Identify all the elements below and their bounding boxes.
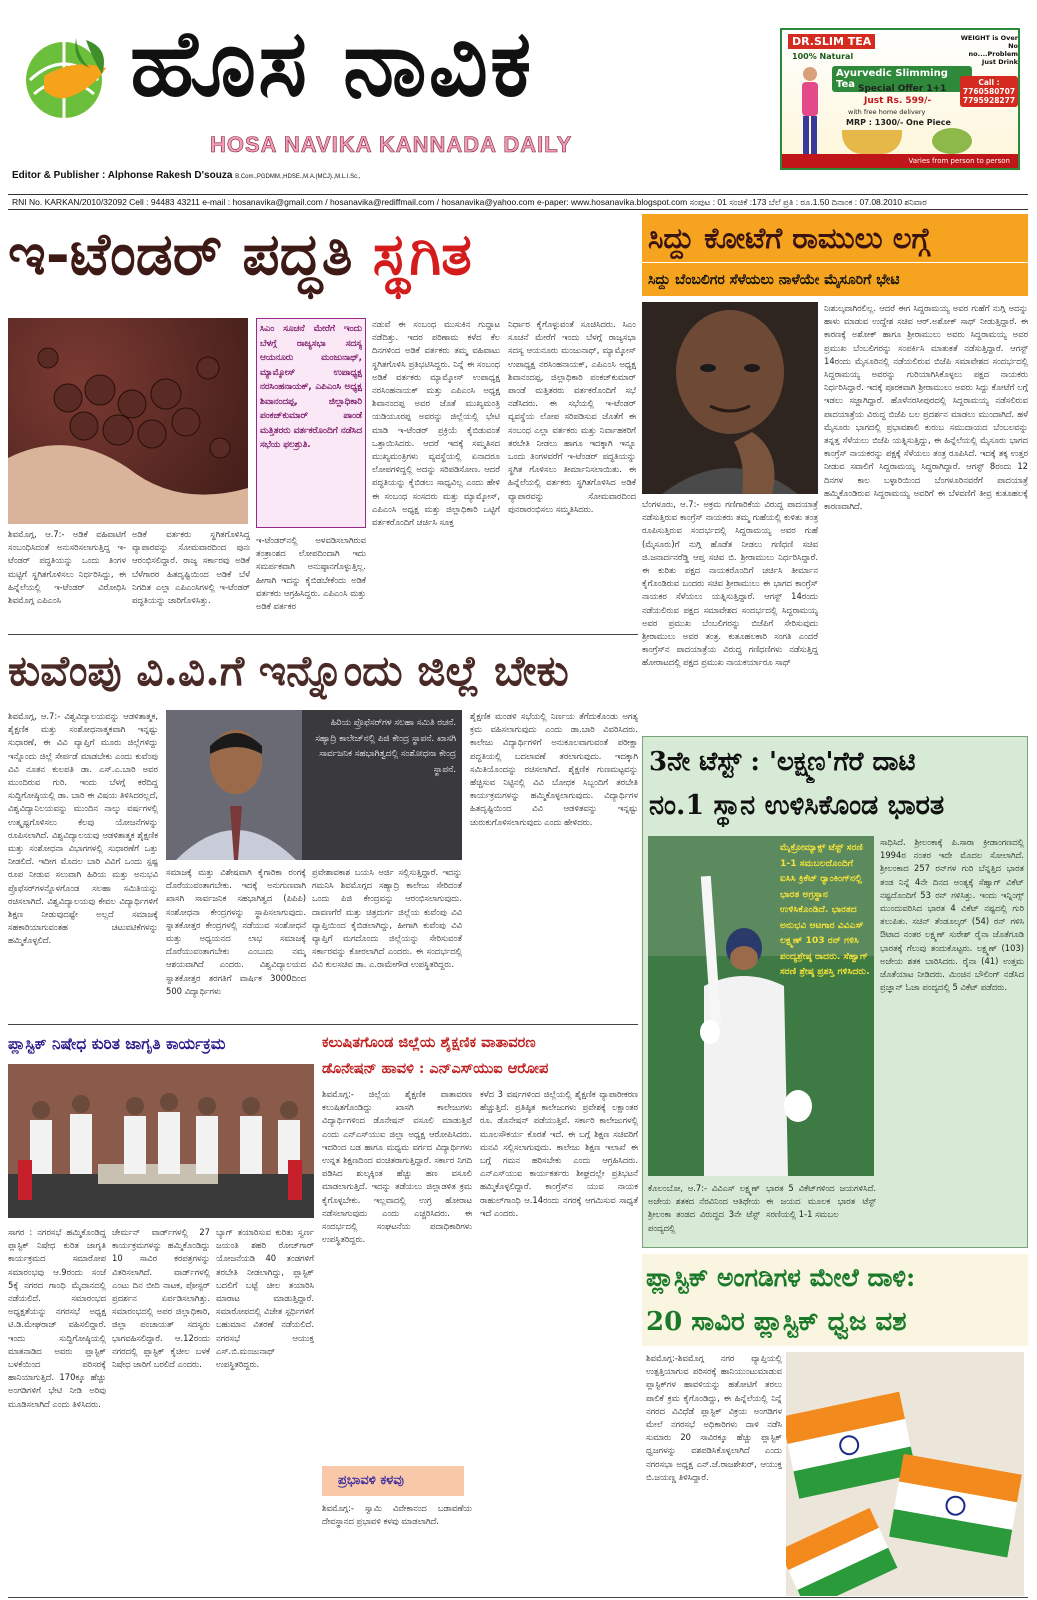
siddu-bottom-column: ಬೆಂಗಳೂರು, ಆ.7:- ಅಕ್ರಮ ಗಣಿಗಾರಿಕೆಯ ವಿರುದ್ಧ ಪಾದಯಾತ್ರೆ ನಡೆಸುತ್ತಿರುವ ಕಾಂಗ್ರೆಸ್ ನಾಯಕರು ತಮ್ಮ ಗುಹೆಯಲ್ಲಿ ಕುಳಿತು ತಂತ್ರ ರೂಪಿಸುತ್ತಿರುವ ಸಂದರ್ಭದಲ್ಲಿ ಸಿದ್ದರಾಮಯ್ಯ ಅವರ ಗುಹೆ (ಮೈಸೂರು)ಗೆ ನುಗ್ಗಿ ಹೊಡೆತ ನೀಡಲು ಗಣಿಧಣಿ ಸಚಿವ ಜಿ.ಜನಾರ್ದನರೆಡ್ಡಿ ಆಪ್ತ ಸಚಿವ ಬಿ. ಶ್ರೀರಾಮುಲು ನಿರ್ಧರಿಸಿದ್ದಾರೆ. ಈ ಕುರಿತು ಪಕ್ಷದ ನಾಯಕರೊಂದಿಗೆ ಚರ್ಚಿಸಿ ತೀರ್ಮಾನ ಕೈಗೊಂಡಿರುವ ಬಂದರು ಸಚಿವ ಶ್ರೀರಾಮುಲು ಈ ಭಾಗದ ಕಾಂಗ್ರೆಸ್ ನಾಯಕರ ಸೆಳೆಯಲು ಯತ್ನಿಸುತ್ತಿದ್ದಾರೆ. ಆಗಸ್ಟ್ 14ರಂದು ನಡೆಯಲಿರುವ ಪಕ್ಷದ ಸಮಾವೇಶದ ಸಂದರ್ಭದಲ್ಲಿ ಸಿದ್ದರಾಮಯ್ಯ ಅವರ ಪ್ರಮುಖ ಬೆಂಬಲಿಗರನ್ನು ಬಿಜೆಪಿಗೆ ಸೇರಿಸುವುದು ಶ್ರೀರಾಮುಲು ಅವರ ತಂತ್ರ. ಕುತೂಹಲಕಾರಿ ಸಂಗತಿ ಎಂದರೆ ಕಾಂಗ್ರೆಸ್‌ನ ಪಾದಯಾತ್ರೆಯ ವಿರುದ್ಧ ಗಣಿಧಣಿಗಳು ನಡೆಸುತ್ತಿದ್ದ ಹೋರಾಟದಲ್ಲಿ ಪಕ್ಷದ ಪ್ರಮುಖ ನಾಯಕರ್ಯಾರೂ ಸಾಥ್ xyxy=(642,499,818,668)
siddu-subhead: ಸಿದ್ದು ಬೆಂಬಲಿಗರ ಸೆಳೆಯಲು ನಾಳೆಯೇ ಮೈಸೂರಿಗೆ ಭೇಟಿ xyxy=(642,262,1028,296)
etender-bottom-3: ಇ-ಟೆಂಡರ್‌ನಲ್ಲಿ ಅಳವಡಿಸಲಾಗಿರುವ ತಂತ್ರಾಂಶದ ಲೋಪದಿಂದಾಗಿ ಇದು ಸಮರ್ಪಕವಾಗಿ ಅನುಷ್ಠಾನಗೊಳ್ಳುತ್ತಿಲ್ಲ. ಹೀಗಾಗಿ ಇದನ್ನು ಕೈಬಿಡಬೇಕೆಂದು ಅಡಿಕೆ ವರ್ತಕರು ಆಗ್ರಹಿಸಿದ್ದರು. ಎಪಿಎಂಸಿ ಮತ್ತು ಅಡಿಕೆ ವರ್ತಕರ xyxy=(256,535,366,612)
editor-name: Editor & Publisher : Alphonse Rakesh D'souza xyxy=(12,170,233,181)
ad-delivery: with free home delivery xyxy=(848,108,926,116)
areca-nuts-photo xyxy=(8,318,248,524)
ad-mrp: MRP : 1300/- One Piece xyxy=(846,118,951,127)
etender-highlight-box xyxy=(256,318,366,528)
ad-call-label: Call : xyxy=(978,78,1000,87)
cricket-bottom-1: ಕೊಲಂಬೋ, ಆ.7:- ವಿವಿಎಸ್ ಲಕ್ಷ್ಮಣ್ ಅಜೇಯ ಶತಕದ ನೆರವಿನಿಂದ ಆತಿಥೇಯ ಶ್ರೀಲಂಕಾ ತಂಡದ ವಿರುದ್ಧದ 3ನೇ ಟೆಸ್ಟ್ ಪಂದ್ಯದಲ್ಲಿ xyxy=(648,1183,760,1233)
kuvempu-caption: ಹಿರಿಯ ಪ್ರೊಫೆಸರ್‌ಗಳ ಸಲಹಾ ಸಮಿತಿ ರಚನೆ. ಸಹ್ಯಾದ್ರಿ ಕಾಲೇಜ್‌ನಲ್ಲಿ ಪಿಜಿ ಕೇಂದ್ರ ಸ್ಥಾಪನೆ. ಖಾಸಗಿ ಸಾರ್ವಜನಿಕ ಸಹಭಾಗಿತ್ವದಲ್ಲಿ ಸಂಶೋಧನಾ ಕೇಂದ್ರ ಸ್ಥಾಪನೆ. xyxy=(315,718,456,775)
kalushita-headline-2: ಡೊನೇಷನ್ ಹಾವಳಿ : ಎನ್‌ಎಸ್‌ಯುಐ ಆರೋಪ xyxy=(322,1060,549,1077)
kuvempu-headline: ಕುವೆಂಪು ವಿ.ವಿ.ಗೆ ಇನ್ನೊಂದು ಜಿಲ್ಲೆ ಬೇಕು xyxy=(8,646,569,695)
etender-headline-main: ಇ-ಟೆಂಡರ್ ಪದ್ಧತಿ xyxy=(8,220,353,288)
kalushita-headline-1: ಕಲುಷಿತಗೊಂಡ ಜಿಲ್ಲೆಯ ಶೈಕ್ಷಣಿಕ ವಾತಾವರಣ xyxy=(322,1034,536,1051)
ad-phone-1: 7760580707 xyxy=(962,87,1016,96)
editor-qualifications: B.Com.,PGDMM.,HDSE.,M.A.(MCJ).,M.L.I.Sc., xyxy=(235,174,361,180)
etender-divider xyxy=(8,634,638,635)
masthead-subtitle: HOSA NAVIKA KANNADA DAILY xyxy=(210,132,573,157)
etender-bottom-1: ಶಿವಮೊಗ್ಗ, ಆ.7:- ಅಡಿಕೆ ವಹಿವಾಟಿಗೆ ಸಂಬಂಧಿಸಿದಂತೆ ಅನುಸರಿಸಲಾಗುತ್ತಿದ್ದ ಇ-ಟೆಂಡರ್ ಪದ್ಧತಿಯನ್ನು ಒಂದು ತಿಂಗಳ ಮಟ್ಟಿಗೆ ಸ್ಥಗಿತಗೊಳಿಸಲು ನಿರ್ಧರಿಸಿದ್ದು, ಈ ಹಿನ್ನೆಲೆಯಲ್ಲಿ ಇ-ಟೆಂಡರ್ ವಿರೋಧಿಸಿ ಶಿವಮೊಗ್ಗ ಎಪಿಎಂಸಿ xyxy=(8,529,126,606)
kuvempu-column-3: ಪ್ರವೇಶಾವಕಾಶ ಬಯಸಿ ಅರ್ಜಿ ಸಲ್ಲಿಸುತ್ತಿದ್ದಾರೆ. ಇದನ್ನು ಗಮನಿಸಿ ಶಿವಮೊಗ್ಗದ ಸಹ್ಯಾದ್ರಿ ಕಾಲೇಜು ಸೇರಿದಂತೆ ಒಂದು ಪಿಜಿ ಕೇಂದ್ರವನ್ನು ಆರಂಭಿಸಲಾಗುವುದು. ದಾವಣಗೆರೆ ಮತ್ತು ಚಿತ್ರದುರ್ಗ ಜಿಲ್ಲೆಯ ಕುವೆಂಪು ವಿವಿ ವ್ಯಾಪ್ತಿಯಿಂದ ಕೈಬಿಡಲಾಗಿದ್ದು, ಹೀಗಾಗಿ ಕುವೆಂಪು ವಿವಿ ವ್ಯಾಪ್ತಿಗೆ ಮಗದೊಂದು ಜಿಲ್ಲೆಯನ್ನು ಸೇರಿಸುವಂತೆ ಸರ್ಕಾರವನ್ನು ಕೋರಲಾಗಿದೆ ಎಂದರು. ಈ ಸಂದರ್ಭದಲ್ಲಿ ವಿವಿ ಕುಲಸಚಿವ ಡಾ. ಎ.ರಾಮೇಗೌಡ ಉಪಸ್ಥಿತರಿದ್ದರು. xyxy=(312,867,462,970)
info-bar: RNI No. KARKAN/2010/32092 Cell : 94483 43211 e-mail : hosanavika@gmail.com / hosanavika@rediffmail.com / hosanavika@yahoo.com e-paper: www.hosanavika.blogspot.com ಸಂಪುಟ : 01 ಸಂಚಿಕೆ :173 ಬೆಲೆ ಪ್ರತಿ : ರೂ.1.50 ದಿನಾಂಕ : 07.08.2010 ಶನಿವಾರ xyxy=(8,194,1028,210)
plastic-awareness-column-2: ಚೇರ್ಮನ್ ವಾರ್ಡ್‌ಗಳಲ್ಲಿ 27 ಕಾರ್ಯಕ್ರಮಗಳನ್ನು ಹಮ್ಮಿಕೊಂಡಿದ್ದು 10 ಸಾವಿರ ಕರಪತ್ರಗಳನ್ನು ವಿತರಿಸಲಾಗಿದೆ. ವಾರ್ಡ್‌ಗಳಲ್ಲಿ ಎಂಟು ದಿನ ಬೀದಿ ನಾಟಕ, ಪೋಸ್ಟರ್ ಪ್ರದರ್ಶನ ಏರ್ಪಡಿಸಲಾಗಿತ್ತು. ಸಮಾರಂಭದಲ್ಲಿ ಅಪರ ಜಿಲ್ಲಾಧಿಕಾರಿ, ಜಿಲ್ಲಾ ಪಂಚಾಯತ್ ಸದಸ್ಯರು ಭಾಗವಹಿಸಲಿದ್ದಾರೆ. ಆ.12ರಂದು ನಗರದಲ್ಲಿ ಪ್ಲಾಸ್ಟಿಕ್ ಕೈಚೀಲ ಬಳಕೆ ನಿಷೇಧ ಜಾರಿಗೆ ಬರಲಿದೆ ಎಂದರು. xyxy=(112,1227,210,1370)
slim-tea-ad xyxy=(780,28,1020,170)
sriramulu-photo xyxy=(642,302,818,494)
ad-weight-note: WEIGHT is Over No no....Problem Just Drink xyxy=(960,34,1018,66)
etender-column-2: ನಿರ್ಧಾರ ಕೈಗೊಳ್ಳುವಂತೆ ಸೂಚಿಸಿದರು. ಸಿಎಂ ಸೂಚನೆ ಮೇರೆಗೆ ಇಂದು ಬೆಳಗ್ಗೆ ರಾಜ್ಯಸಭಾ ಸದಸ್ಯ ಆಯನೂರು ಮಂಜುನಾಥ್, ಮ್ಯಾಮ್ಕೋಸ್ ಉಪಾಧ್ಯಕ್ಷ ನರಸಿಂಹನಾಯಕ್, ಎಪಿಎಂಸಿ ಅಧ್ಯಕ್ಷ ಶಿವಾನಂದಪ್ಪ, ಜಿಲ್ಲಾಧಿಕಾರಿ ಪಂಕಜ್‌ಕುಮಾರ್ ಪಾಂಡೆ ಮತ್ತಿತರರು ವರ್ತಕರೊಂದಿಗೆ ಸಭೆ ನಡೆಸಿದರು. ಈ ಸಭೆಯಲ್ಲಿ ಇ-ಟೆಂಡರ್ ವ್ಯವಸ್ಥೆಯ ಲೋಪ ಸರಿಪಡಿಸುವ ಜೊತೆಗೆ ಈ ಸಂಬಂಧ ಎಲ್ಲಾ ವರ್ತಕರು ಮತ್ತು ನಿರ್ವಾಹಕರಿಗೆ ತರಬೇತಿ ನೀಡಲು ಹಾಗೂ ಇದಕ್ಕಾಗಿ ಇನ್ನೂ ಒಂದು ತಿಂಗಳವರೆಗೆ ಇ-ಟೆಂಡರ್ ಪದ್ಧತಿಯನ್ನು ಸ್ಥಗಿತ ಗೊಳಿಸಲು ತೀರ್ಮಾನಿಸಲಾಯಿತು. ಈ ಹಿನ್ನೆಲೆಯಲ್ಲಿ ವರ್ತಕರು ಸ್ಥಗಿತಗೊಳಿಸಿದ ಅಡಿಕೆ ವ್ಯಾಪಾರವನ್ನು ಸೋಮವಾರದಿಂದ ಪುನರಾರಂಭಿಸಲು ಸಮ್ಮತಿಸಿದರು. xyxy=(508,319,636,514)
kuvempu-column-4: ಶೈಕ್ಷಣಿಕ ಮಂಡಳಿ ಸಭೆಯಲ್ಲಿ ನಿರ್ಣಯ ತೆಗೆದುಕೊಂಡು ಅಗತ್ಯ ಕ್ರಮ ವಹಿಸಲಾಗುವುದು ಎಂದು ಡಾ.ಬಾರಿ ವಿವರಿಸಿದರು. ಕಾಲೇಜು ವಿದ್ಯಾರ್ಥಿಗಳಿಗೆ ಅನುಕೂಲವಾಗುವಂತೆ ಪರೀಕ್ಷಾ ಪದ್ಧತಿಯಲ್ಲಿ ಬದಲಾವಣೆ ತರಲಾಗುವುದು. ಇದಕ್ಕಾಗಿ ಸಮಿತಿಯೊಂದನ್ನು ರಚಿಸಲಾಗಿದೆ. ಶೈಕ್ಷಣಿಕ ಗುಣಮಟ್ಟವನ್ನು ಹೆಚ್ಚಿಸುವ ನಿಟ್ಟಿನಲ್ಲಿ ವಿವಿ ಬೋಧಕ ಸಿಬ್ಬಂದಿಗೆ ತರಬೇತಿ ಕಾರ್ಯಕ್ರಮಗಳನ್ನು ಹಮ್ಮಿಕೊಳ್ಳಲಾಗುವುದು. ವಿದ್ಯಾರ್ಥಿಗಳ ಹಿತದೃಷ್ಟಿಯಿಂದ ವಿವಿ ಆಡಳಿತವನ್ನು ಇನ್ನಷ್ಟು ಚುರುಕುಗೊಳಿಸಲಾಗುವುದು ಎಂದು ಹೇಳಿದರು. xyxy=(470,711,638,827)
ad-herbs-image xyxy=(932,128,972,154)
etender-headline xyxy=(8,214,638,304)
cricket-headline-2: ನಂ.1 ಸ್ಥಾನ ಉಳಿಸಿಕೊಂಡ ಭಾರತ xyxy=(649,790,945,821)
cricket-photo-text: ಮೈಕ್ರೋಮ್ಯಾಕ್ಸ್ ಟೆಸ್ಟ್ ಸರಣಿ 1-1 ಸಮಬಲದೊಂದಿಗೆ ಐಸಿಸಿ ಕ್ರಿಕೆಟ್ ರ್‍ಯಾಂಕಿಂಗ್‌ನಲ್ಲಿ ಭಾರತ ಅಗ್ರಸ್ಥಾನ ಉಳಿಸಿಕೊಂಡಿದೆ. ಭಾರತದ ಅನುಭವಿ ಆಟಗಾರ ವಿವಿಎಸ್ ಲಕ್ಷ್ಮಣ್ 103 ರನ್ ಗಳಿಸಿ ಪಂದ್ಯಶ್ರೇಷ್ಠ ರಾದರು. ಸೆಹ್ವಾಗ್ ಸರಣಿ ಶ್ರೇಷ್ಠ ಪ್ರಶಸ್ತಿ ಗಳಿಸಿದರು. xyxy=(780,842,870,977)
siddu-right-column: ನಿಃಶುಲ್ಕವಾಗಿರಲಿಲ್ಲ. ಆದರೆ ಈಗ ಸಿದ್ದರಾಮಯ್ಯ ಅವರ ಗುಹೆಗೆ ನುಗ್ಗಿ ಅದನ್ನು ಹಾಳು ಮಾಡುವ ಉದ್ದೇಶ ಸಚಿವ ಆರ್.ಅಶೋಕ್ ಸಾಥ್ ನೀಡುತ್ತಿದ್ದಾರೆ. ಈ ಕಾರಣಕ್ಕೆ ಅಶೋಕ್ ಹಾಗೂ ಶ್ರೀರಾಮುಲು ಅವರು ಸಿದ್ದರಾಮಯ್ಯ ಅವರ ಪ್ರಮುಖ ಬೆಂಬಲಿಗರನ್ನು ಸಂಪರ್ಕಿಸಿ ಮಾತುಕತೆ ನಡೆಸುತ್ತಿದ್ದಾರೆ. ಆಗಸ್ಟ್ 14ರಂದು ಮೈಸೂರಿನಲ್ಲಿ ನಡೆಯಲಿರುವ ಬಿಜೆಪಿ ಸಮಾವೇಶದ ಸಂದರ್ಭದಲ್ಲಿ ಸಿದ್ದರಾಮಯ್ಯ ಅವರನ್ನು ಗುರಿಯಾಗಿಸಿಕೊಳ್ಳಲು ಪಕ್ಷದ ನಾಯಕರು ನಿರ್ಧರಿಸಿದ್ದಾರೆ. ಇದಕ್ಕೆ ಪೂರಕವಾಗಿ ಶ್ರೀರಾಮುಲು ಅವರು ಸಿದ್ದು ಕೋಟೆಗೆ ಲಗ್ಗೆ ಇಡಲು ಸಜ್ಜಾಗಿದ್ದಾರೆ. ಹೊಳೆನರಸೀಪುರದಲ್ಲಿ ಸಿದ್ದರಾಮಯ್ಯ ನಡೆಸಲಿರುವ ಪಾದಯಾತ್ರೆಯ ವಿರುದ್ಧ ಬಿಜೆಪಿ ಬಲ ಪ್ರದರ್ಶನ ಮಾಡಲು ಮುಂದಾಗಿದೆ. ಹಳೆ ಮೈಸೂರು ಭಾಗದಲ್ಲಿ ಪ್ರಭಾವಶಾಲಿ ಕುರುಬ ಸಮುದಾಯದ ಬೆಂಬಲವನ್ನು ತನ್ನತ್ತ ಸೆಳೆಯಲು ಬಿಜೆಪಿ ಯತ್ನಿಸುತ್ತಿದ್ದು, ಈ ಹಿನ್ನೆಲೆಯಲ್ಲಿ ಮೈಸೂರು ಭಾಗದ ಕಾಂಗ್ರೆಸ್ ನಾಯಕರನ್ನು ಪಕ್ಷಕ್ಕೆ ಸೆಳೆಯಲು ತಂತ್ರ ರೂಪಿಸಿದೆ. ಇದಕ್ಕೆ ತಕ್ಕ ಉತ್ತರ ನೀಡುವ ಸವಾಲಿಗೆ ಸಿದ್ದರಾಮಯ್ಯ ಸಿದ್ಧರಾಗಿದ್ದಾರೆ. ಆಗಸ್ಟ್ 8ರಂದು 12 ದಿನಗಳ ಕಾಲ ಬಳ್ಳಾರಿಯಿಂದ ಬೆಂಗಳೂರಿನವರೆಗೆ ಪಾದಯಾತ್ರೆ ಹಮ್ಮಿಕೊಂಡಿರುವ ಸಿದ್ದರಾಮಯ್ಯ ಅವರಿಗೆ ಈ ಬೆಳವಣಿಗೆ ತೀವ್ರ ಕುತೂಹಲಕ್ಕೆ ಕಾರಣವಾಗಿದೆ. xyxy=(824,303,1028,512)
etender-highlight-text: ಸಿಎಂ ಸೂಚನೆ ಮೇರೆಗೆ ಇಂದು ಬೆಳಗ್ಗೆ ರಾಜ್ಯಸಭಾ ಸದಸ್ಯ ಆಯನೂರು ಮಂಜುನಾಥ್, ಮ್ಯಾಮ್ಕೋಸ್ ಉಪಾಧ್ಯಕ್ಷ ನರಸಿಂಹನಾಯಕ್, ಎಪಿಎಂಸಿ ಅಧ್ಯಕ್ಷ ಶಿವಾನಂದಪ್ಪ, ಜಿಲ್ಲಾಧಿಕಾರಿ ಪಂಕಜ್‌ಕುಮಾರ್ ಪಾಂಡೆ ಮತ್ತಿತರರು ವರ್ತಕರೊಂದಿಗೆ ನಡೆಸಿದ ಸಭೆಯ ಫಲಶ್ರುತಿ. xyxy=(260,324,362,450)
kuvempu-caption-box xyxy=(302,710,462,860)
awareness-event-photo xyxy=(8,1064,314,1218)
plastic-raid-headline-2: 20 ಸಾವಿರ ಪ್ಲಾಸ್ಟಿಕ್ ಧ್ವಜ ವಶ xyxy=(646,1307,907,1337)
ad-brand: DR.SLIM TEA xyxy=(788,34,875,49)
bottom-border xyxy=(8,1597,1028,1598)
cricket-bottom-2: ಭಾರತ 5 ವಿಕೆಟ್‌ಗಳಿಂದ ಜಯಗಳಿಸಿದೆ. ಈ ಜಯದ ಮೂಲಕ ಭಾರತ ಟೆಸ್ಟ್ ಸರಣಿಯಲ್ಲಿ 1-1 ಸಮಬಲ xyxy=(766,1183,876,1220)
ad-offer: Special Offer 1+1 xyxy=(858,84,947,94)
ad-teacup-image xyxy=(842,130,902,154)
siddu-headline: ಸಿದ್ದು ಕೋಟೆಗೆ ರಾಮುಲು ಲಗ್ಗೆ xyxy=(642,214,1028,262)
plastic-awareness-column-1: ಸಾಗರ : ನಗರಸಭೆ ಹಮ್ಮಿಕೊಂಡಿದ್ದ ಪ್ಲಾಸ್ಟಿಕ್ ನಿಷೇಧ ಕುರಿತ ಜಾಗೃತಿ ಕಾರ್ಯಕ್ರಮದ ಸಮಾರೋಪ ಸಮಾರಂಭವು ಆ.9ರಂದು ಸಂಜೆ 5ಕ್ಕೆ ನಗರದ ಗಾಂಧಿ ಮೈದಾನದಲ್ಲಿ ನಡೆಯಲಿದೆ. ಸಮಾರಂಭದ ಅಧ್ಯಕ್ಷತೆಯನ್ನು ನಗರಸಭೆ ಅಧ್ಯಕ್ಷ ಟಿ.ಡಿ.ಮೇಘರಾಜ್ ವಹಿಸಲಿದ್ದಾರೆ. ಇಂದು ಸುದ್ದಿಗೋಷ್ಠಿಯಲ್ಲಿ ಮಾತನಾಡಿದ ಅವರು ಪ್ಲಾಸ್ಟಿಕ್ ಬಳಕೆಯಿಂದ ಪರಿಸರಕ್ಕೆ ಹಾನಿಯಾಗುತ್ತಿದೆ. 170ಕ್ಕೂ ಹೆಚ್ಚು ಅಂಗಡಿಗಳಿಗೆ ಭೇಟಿ ನೀಡಿ ಅರಿವು ಮೂಡಿಸಲಾಗಿದೆ ಎಂದು ತಿಳಿಸಿದರು. xyxy=(8,1227,106,1409)
etender-column-1: ನಡುವೆ ಈ ಸಂಬಂಧ ಮುಸುಕಿನ ಗುದ್ದಾಟ ನಡೆದಿತ್ತು. ಇದರ ಪರಿಣಾಮ ಕಳೆದ ಕೆಲ ದಿನಗಳಿಂದ ಅಡಿಕೆ ವರ್ತಕರು ತಮ್ಮ ವಹಿವಾಟು ಸ್ಥಗಿತಗೊಳಿಸಿ ಪ್ರತಿಭಟಿಸಿದ್ದರು. ನಿನ್ನೆ ಈ ಸಂಬಂಧ ಅಡಿಕೆ ವರ್ತಕರು ಮ್ಯಾಮ್ಕೋಸ್ ಉಪಾಧ್ಯಕ್ಷ ನರಸಿಂಹನಾಯಕ್ ಮತ್ತು ಎಪಿಎಂಸಿ ಅಧ್ಯಕ್ಷ ಶಿವಾನಂದಪ್ಪ ಅವರ ಜೊತೆ ಮುಖ್ಯಮಂತ್ರಿ ಯಡಿಯೂರಪ್ಪ ಅವರನ್ನು ಜಿಲ್ಲೆಯಲ್ಲಿ ಭೇಟಿ ಮಾಡಿ ಇ-ಟೆಂಡರ್ ಪ್ರಕ್ರಿಯೆ ಕೈಬಿಡುವಂತೆ ಒತ್ತಾಯಿಸಿದರು. ಆದರೆ ಇದಕ್ಕೆ ಸಮ್ಮತಿಸದ ಮುಖ್ಯಮಂತ್ರಿಗಳು ವ್ಯವಸ್ಥೆಯಲ್ಲಿ ಏನಾದರೂ ಲೋಪಗಳಿದ್ದಲ್ಲಿ ಅದನ್ನು ಸರಿಪಡಿಸೋಣ. ಆದರೆ ಪದ್ಧತಿಯನ್ನು ಕೈಬಿಡಲು ಸಾಧ್ಯವಿಲ್ಲ ಎಂದು ಹೇಳಿ ಈ ಸಂಬಂಧ ಸಂಸದರು ಮತ್ತು ಮ್ಯಾಮ್ಕೋಸ್, ಎಪಿಎಂಸಿ ಅಧ್ಯಕ್ಷ ಮತ್ತು ಜಿಲ್ಲಾಧಿಕಾರಿ ಒಟ್ಟಿಗೆ ವರ್ತಕರೊಂದಿಗೆ ಚರ್ಚಿಸಿ ಸೂಕ್ತ xyxy=(372,319,500,528)
vice-chancellor-photo xyxy=(166,710,302,860)
prabhavali-title-box xyxy=(322,1466,464,1496)
kuvempu-column-2: ಸಮಾಜಕ್ಕೆ ಮತ್ತು ವಿಶೇಷವಾಗಿ ಕೈಗಾರಿಕಾ ರಂಗಕ್ಕೆ ದೊರೆಯುವಂತಾಗಬೇಕು. ಇದಕ್ಕೆ ಅನುಗುಣವಾಗಿ ಖಾಸಗಿ ಸಾರ್ವಜನಿಕ ಸಹಭಾಗಿತ್ವದ (ಪಿಪಿಪಿ) ಸಂಶೋಧನಾ ಕೇಂದ್ರಗಳನ್ನು ಸ್ಥಾಪಿಸಲಾಗುವುದು. ಸ್ನಾತಕೋತ್ತರ ಕೇಂದ್ರಗಳಲ್ಲಿ ನಡೆಯುವ ಸಂಶೋಧನೆ ಮತ್ತು ಅಧ್ಯಯನದ ಲಾಭ ಸಮಾಜಕ್ಕೆ ದೊರೆಯುವಂತಾಗಬೇಕು ಎಂಬುದು ನಮ್ಮ ಆಶಯವಾಗಿದೆ ಎಂದರು. ವಿಶ್ವವಿದ್ಯಾಲಯದ ಸ್ನಾತಕೋತ್ತರ ತರಗತಿಗೆ ವಾರ್ಷಿಕ 3000ದಿಂದ 500 ವಿದ್ಯಾರ್ಥಿಗಳು xyxy=(166,867,306,996)
kuvempu-column-1: ಶಿವಮೊಗ್ಗ, ಆ.7:- ವಿಶ್ವವಿದ್ಯಾಲಯವನ್ನು ಆಡಳಿತಾತ್ಮಕ, ಶೈಕ್ಷಣಿಕ ಮತ್ತು ಸಂಶೋಧನಾತ್ಮಕವಾಗಿ ಇನ್ನಷ್ಟು ಸುಧಾರಣೆ, ಈ ವಿವಿ ವ್ಯಾಪ್ತಿಗೆ ಮೂರು ಜಿಲ್ಲೆಗಳಿದ್ದು ಇನ್ನೊಂದು ಜಿಲ್ಲೆ ಸೇರ್ಪಡೆ ಮಾಡಬೇಕು ಎಂದು ಕುವೆಂಪು ವಿವಿ ನೂತನ ಕುಲಪತಿ ಡಾ. ಎಸ್.ಎ.ಬಾರಿ ಅವರ ಮುಂದಿರುವ ಗುರಿ. ಇಂದು ಬೆಳಗ್ಗೆ ಕರೆದಿದ್ದ ಸುದ್ದಿಗೋಷ್ಠಿಯಲ್ಲಿ ಡಾ. ಬಾರಿ ಈ ವಿಷಯ ತಿಳಿಸಿದರಲ್ಲದೆ, ವಿಶ್ವವಿದ್ಯಾನಿಲಯವನ್ನು ಮುಂದಿನ ನಾಲ್ಕು ವರ್ಷಗಳಲ್ಲಿ ಉತ್ಕೃಷ್ಟಗೊಳಿಸಲು ಕೆಲವು ಯೋಜನೆಗಳನ್ನು ರೂಪಿಸಲಾಗಿದೆ. ವಿಶ್ವವಿದ್ಯಾಲಯವು ಆಡಳಿತಾತ್ಮಕ ಶೈಕ್ಷಣಿಕ ಮತ್ತು ಸಂಶೋಧನಾ ವಿಭಾಗಗಳಲ್ಲಿ ಸುಧಾರಣೆಗೆ ಒತ್ತು ನೀಡಲಿದೆ. ಇದೀಗ ಮೊದಲ ಬಾರಿ ವಿವಿಗೆ ಒಂದು ಸ್ಪಷ್ಟ ರೂಪ ನೀಡುವ ಸಲುವಾಗಿ ಹಿರಿಯ ಮತ್ತು ಅನುಭವಿ ಪ್ರೊಫೆಸರ್‌ಗಳನ್ನೊಳಗೊಂಡ ಸಲಹಾ ಸಮಿತಿಯನ್ನು ರಚಿಸಲಾಗಿದೆ. ವಿಶ್ವವಿದ್ಯಾಲಯವು ಕೇವಲ ವಿದ್ಯಾರ್ಥಿಗಳಿಗೆ ಶಿಕ್ಷಣ ನೀಡುವುದಷ್ಟೇ ಅಲ್ಲದೆ ಸಮಾಜಕ್ಕೆ ಸಹಕಾರಿಯಾಗುವಂತಹ ಚಟುವಟಿಕೆಗಳನ್ನು ಹಮ್ಮಿಕೊಳ್ಳಲಿದೆ. xyxy=(8,711,158,946)
ad-product: Ayurvedic Slimming Tea xyxy=(832,66,972,92)
prabhavali-title: ಪ್ರಭಾವಳಿ ಕಳವು xyxy=(338,1473,404,1488)
plastic-raid-text: ಶಿವಮೊಗ್ಗ:-ಶಿವಮೊಗ್ಗ ನಗರ ವ್ಯಾಪ್ತಿಯಲ್ಲಿ ಉತ್ಪತ್ತಿಯಾಗುವ ಪರಿಸರಕ್ಕೆ ಹಾನಿಯುಂಟುಮಾಡುವ ಪ್ಲಾಸ್ಟಿಕ್‌ಗಳ ಹಾವಳಿಯನ್ನು ಹತೋಟಿಗೆ ತರಲು ಪಾಲಿಕೆ ಕ್ರಮ ಕೈಗೊಂಡಿದ್ದು, ಈ ಹಿನ್ನೆಲೆಯಲ್ಲಿ ನಿನ್ನೆ ನಗರದ ವಿವಿಧೆಡೆ ಪ್ಲಾಸ್ಟಿಕ್ ವಿಕ್ರಯ ಅಂಗಡಿಗಳ ಮೇಲೆ ನಗರಸಭೆ ಅಧಿಕಾರಿಗಳು ದಾಳಿ ನಡೆಸಿ ಸುಮಾರು 20 ಸಾವಿರಕ್ಕೂ ಹೆಚ್ಚು ಪ್ಲಾಸ್ಟಿಕ್ ಧ್ವಜಗಳನ್ನು ವಶಪಡಿಸಿಕೊಳ್ಳಲಾಗಿದೆ ಎಂದು ನಗರಸಭಾ ಅಧ್ಯಕ್ಷ ಎನ್.ಜೆ.ರಾಜಶೇಖರ್, ಆಯುಕ್ತ ಬಿ.ಜಯಣ್ಣ ತಿಳಿಸಿದ್ದಾರೆ. xyxy=(646,1353,782,1482)
etender-bottom-2: ಅಡಿಕೆ ವರ್ತಕರು ಸ್ಥಗಿತಗೊಳಿಸಿದ್ದ ವ್ಯಾಪಾರವನ್ನು ಸೋಮವಾರದಿಂದ ಪುನಃ ಆರಂಭಿಸಲಿದ್ದಾರೆ. ರಾಜ್ಯ ಸರ್ಕಾರವು ಅಡಿಕೆ ಬೆಳೆಗಾರರ ಹಿತದೃಷ್ಟಿಯಿಂದ ಅಡಿಕೆ ಬೆಳೆ ನಿಗದಿತ ಎಲ್ಲಾ ಎಪಿಎಂಸಿಗಳಲ್ಲಿ ಇ-ಟೆಂಡರ್ ಪದ್ಧತಿಯನ್ನು ಜಾರಿಗೊಳಿಸಿತ್ತು. xyxy=(132,529,250,606)
newspaper-logo xyxy=(14,28,124,128)
ad-tagline: 100% Natural xyxy=(792,52,854,61)
ad-model-image xyxy=(794,64,826,160)
kuvempu-divider xyxy=(8,1024,638,1025)
plastic-raid-headline-1: ಪ್ಲಾಸ್ಟಿಕ್ ಅಂಗಡಿಗಳ ಮೇಲೆ ದಾಳಿ: xyxy=(646,1263,916,1292)
ad-footer: Varies from person to person xyxy=(782,154,1018,168)
masthead-title: ಹೊಸ ನಾವಿಕ xyxy=(130,9,534,117)
editor-line xyxy=(12,170,361,181)
plastic-awareness-column-3: ಬ್ಯಾಗ್ ತಯಾರಿಸುವ ಕುರಿತು ಸ್ವರ್ಣ ಜಯಂತಿ ಶಹರಿ ರೋಜ್‌ಗಾರ್ ಯೋಜನೆಯಡಿ 40 ತಂಡಗಳಿಗೆ ತರಬೇತಿ ನೀಡಲಾಗಿದ್ದು, ಪ್ಲಾಸ್ಟಿಕ್ ಬದಲಿಗೆ ಬಟ್ಟೆ ಚೀಲ ತಯಾರಿಸಿ ಮಾರಾಟ ಮಾಡುತ್ತಿದ್ದಾರೆ. ಸಮಾರೋಪದಲ್ಲಿ ವಿಜೇತ ಸ್ಪರ್ಧಿಗಳಿಗೆ ಬಹುಮಾನ ವಿತರಣೆ ನಡೆಯಲಿದೆ. ನಗರಸಭೆ ಆಯುಕ್ತ ಎಸ್.ಬಿ.ಮಂಜುನಾಥ್ ಉಪಸ್ಥಿತರಿದ್ದರು. xyxy=(216,1227,314,1370)
plastic-flags-photo xyxy=(786,1352,1024,1596)
plastic-awareness-headline: ಪ್ಲಾಸ್ಟಿಕ್ ನಿಷೇಧ ಕುರಿತ ಜಾಗೃತಿ ಕಾರ್ಯಕ್ರಮ xyxy=(8,1034,226,1053)
ad-price: Just Rs. 599/- xyxy=(864,96,932,106)
kalushita-column-1: ಶಿವಮೊಗ್ಗ:- ಜಿಲ್ಲೆಯ ಶೈಕ್ಷಣಿಕ ವಾತಾವರಣ ಕಲುಷಿತಗೊಂಡಿದ್ದು ಖಾಸಗಿ ಕಾಲೇಜುಗಳು ವಿದ್ಯಾರ್ಥಿಗಳಿಂದ ಡೊನೇಷನ್ ವಸೂಲಿ ಮಾಡುತ್ತಿವೆ ಎಂದು ಎನ್‌ಎಸ್‌ಯುಐ ಜಿಲ್ಲಾ ಅಧ್ಯಕ್ಷ ಆರೋಪಿಸಿದರು. ಇದರಿಂದ ಬಡ ಹಾಗೂ ಮಧ್ಯಮ ವರ್ಗದ ವಿದ್ಯಾರ್ಥಿಗಳು ಉನ್ನತ ಶಿಕ್ಷಣದಿಂದ ವಂಚಿತರಾಗುತ್ತಿದ್ದಾರೆ. ಸರ್ಕಾರ ನಿಗದಿ ಪಡಿಸಿದ ಶುಲ್ಕಕ್ಕಿಂತ ಹೆಚ್ಚು ಹಣ ವಸೂಲಿ ಮಾಡಲಾಗುತ್ತಿದೆ. ಇದನ್ನು ತಡೆಯಲು ಜಿಲ್ಲಾಡಳಿತ ಕ್ರಮ ಕೈಗೊಳ್ಳಬೇಕು. ಇಲ್ಲವಾದಲ್ಲಿ ಉಗ್ರ ಹೋರಾಟ ನಡೆಸಲಾಗುವುದು ಎಂದು ಎಚ್ಚರಿಸಿದರು. ಈ ಸಂದರ್ಭದಲ್ಲಿ ಸಂಘಟನೆಯ ಪದಾಧಿಕಾರಿಗಳು ಉಪಸ್ಥಿತರಿದ್ದರು. xyxy=(322,1089,472,1245)
kalushita-column-2: ಕಳೆದ 3 ವರ್ಷಗಳಿಂದ ಜಿಲ್ಲೆಯಲ್ಲಿ ಶೈಕ್ಷಣಿಕ ವ್ಯಾಪಾರೀಕರಣ ಹೆಚ್ಚುತ್ತಿದೆ. ಪ್ರತಿಷ್ಠಿತ ಕಾಲೇಜುಗಳು ಪ್ರವೇಶಕ್ಕೆ ಲಕ್ಷಾಂತರ ರೂ. ಡೊನೇಷನ್ ಪಡೆಯುತ್ತಿವೆ. ಸರ್ಕಾರಿ ಕಾಲೇಜುಗಳಲ್ಲಿ ಮೂಲಸೌಕರ್ಯ ಕೊರತೆ ಇದೆ. ಈ ಬಗ್ಗೆ ಶಿಕ್ಷಣ ಸಚಿವರಿಗೆ ಮನವಿ ಸಲ್ಲಿಸಲಾಗುವುದು. ಕಾಲೇಜು ಶಿಕ್ಷಣ ಇಲಾಖೆ ಈ ಬಗ್ಗೆ ಗಮನ ಹರಿಸಬೇಕು ಎಂದು ಆಗ್ರಹಿಸಿದರು. ಎನ್‌ಎಸ್‌ಯುಐ ಕಾರ್ಯಕರ್ತರು ಶೀಘ್ರದಲ್ಲೇ ಪ್ರತಿಭಟನೆ ಹಮ್ಮಿಕೊಳ್ಳಲಿದ್ದಾರೆ. ಕಾಂಗ್ರೆಸ್‌ನ ಯುವ ನಾಯಕ ರಾಹುಲ್‌ಗಾಂಧಿ ಆ.14ರಂದು ನಗರಕ್ಕೆ ಆಗಮಿಸುವ ಸಾಧ್ಯತೆ ಇದೆ ಎಂದರು. xyxy=(480,1089,638,1218)
cricket-headline-1: 3ನೇ ಟೆಸ್ಟ್ : 'ಲಕ್ಷ್ಮಣ'ಗೆರೆ ದಾಟಿ xyxy=(649,747,916,777)
etender-headline-accent: ಸ್ಥಗಿತ xyxy=(372,220,472,288)
cricket-side-column: ಸಾಧಿಸಿದೆ. ಶ್ರೀಲಂಕಾಕ್ಕೆ ಪಿ.ಸಾರಾ ಕ್ರೀಡಾಂಗಣದಲ್ಲಿ 1994ರ ನಂತರ ಇದೇ ಮೊದಲ ಸೋಲಾಗಿದೆ. ಶ್ರೀಲಂಕಾದ 257 ರನ್‌ಗಳ ಗುರಿ ಬೆನ್ನತ್ತಿದ ಭಾರತ ತಂಡ ನಿನ್ನೆ 4ನೇ ದಿನದ ಅಂತ್ಯಕ್ಕೆ ಸೆಹ್ವಾಗ್ ವಿಕೆಟ್ ನಷ್ಟದೊಂದಿಗೆ 53 ರನ್ ಗಳಿಸಿತ್ತು. ಇಂದು ಇನ್ನಿಂಗ್ಸ್ ಮುಂದುವರಿಸಿದ ಭಾರತ 4 ವಿಕೆಟ್ ನಷ್ಟದಲ್ಲಿ ಗುರಿ ತಲುಪಿತು. ಸಚಿನ್ ತೆಂಡೂಲ್ಕರ್ (54) ರನ್ ಗಳಿಸಿ ಔಟಾದ ನಂತರ ಲಕ್ಷ್ಮಣ್ ಸುರೇಶ್ ರೈನಾ ಜೊತೆಗೂಡಿ ಭಾರತಕ್ಕೆ ಗೆಲುವು ತಂದುಕೊಟ್ಟರು. ಲಕ್ಷ್ಮಣ್ (103) ಅಜೇಯ ಶತಕ ಬಾರಿಸಿದರು. ರೈನಾ (41) ಉತ್ತಮ ಜೊತೆಯಾಟ ನೀಡಿದರು. ಮಿಂಚಿನ ಬೌಲಿಂಗ್ ನಡೆಸಿದ ಪ್ರಜ್ಞಾನ್ ಓಜಾ ಪಂದ್ಯದಲ್ಲಿ 5 ವಿಕೆಟ್ ಪಡೆದರು. xyxy=(880,837,1024,993)
ad-phone-2: 7795928277 xyxy=(962,96,1016,105)
prabhavali-text: ಶಿವಮೊಗ್ಗ:- ಸ್ವಾಮಿ ವಿವೇಕಾನಂದ ಬಡಾವಣೆಯ ದೇವಸ್ಥಾನದ ಪ್ರಭಾವಳಿ ಕಳವು ಮಾಡಲಾಗಿದೆ. xyxy=(322,1503,472,1527)
cricket-photo-caption xyxy=(776,836,874,1176)
ad-phone-box xyxy=(960,76,1018,107)
